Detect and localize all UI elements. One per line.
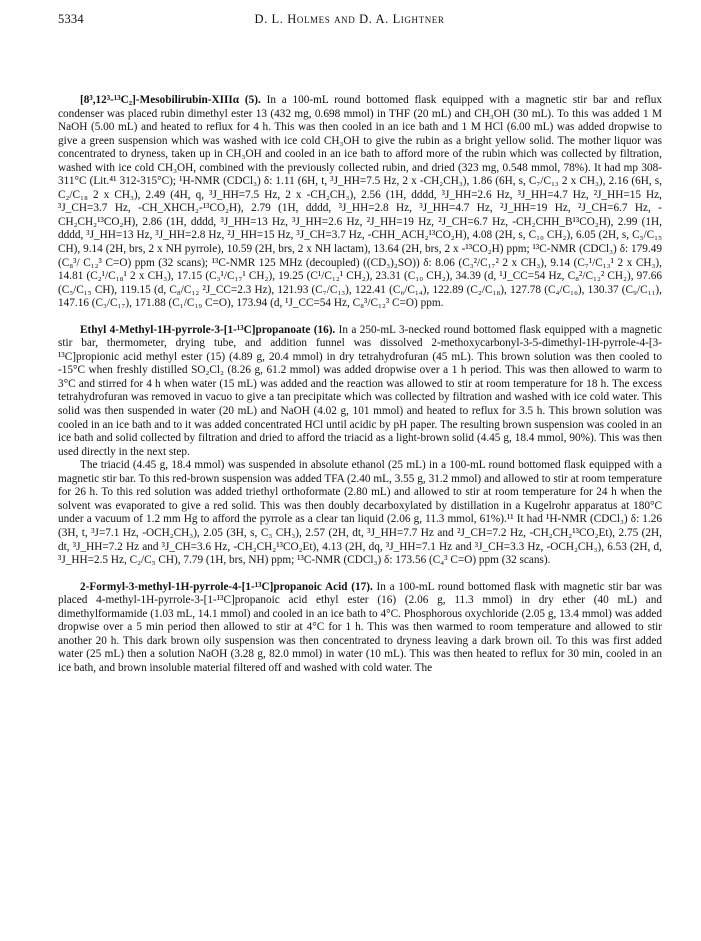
paragraph-text: In a 250-mL 3-necked round bottomed flask equipped with a magnetic stir bar, thermometer, drying tube, and addition funnel was dissolved 2-methoxycarbonyl-3-5-dimethyl-1H-pyrrole-4-[3-¹³C]propionic acid methyl ester (15) (4.89 g, 20.4 mmol) in dry tetrahydrofuran (45 mL). This brown solution was then cooled to -15°C when freshly distilled SO₂Cl₂ (8.26 g, 61.2 mmol) was added dropwise over a 1 h period. This was then allowed to warm to 3°C and stirred for 4 h when water (15 mL) was added and the reaction was allowed to stir at room temperature for 18 h. The excess tetrahydrofuran was removed in vacuo to give a tan precipitate which was collected by filtration and washed with ice cold water. This solid was then suspended in water (20 mL) and NaOH (4.02 g, 101 mmol) and heated to reflux for 3.5 h. This brown solution was cooled in an ice bath and to it was added concentrated HCl until acidic by pH paper. The resulting brown suspension was cooled in an ice bath and solid collected by filtration and dried to afford the triacid as a light-brown solid (4.45 g, 18.4 mmol, 90%). This was then used directly in the next step. — [58, 323, 662, 458]
paragraph-mesobilirubin — [58, 94, 662, 311]
compound-heading: 2-Formyl-3-methyl-1H-pyrrole-4-[1-¹³C]propanoic Acid (17). — [80, 580, 373, 593]
running-head — [58, 12, 641, 30]
paragraph-text: In a 100-mL round bottomed flask equipped with a magnetic stir bar and reflux condenser was placed rubin dimethyl ester 13 (432 mg, 0.698 mmol) in THF (20 mL) and CH₃OH (30 mL). To this was added 1 M NaOH (5.00 mL) and heated to reflux for 4 h. This was then cooled in an ice bath and 1 M HCl (6.00 mL) was added dropwise to give a green suspension which was washed with ice cold CH₃OH to give the rubin as a bright yellow solid. The mother liquor was concentrated to dryness, taken up in CH₃OH and cooled in an ice bath to afford more of the rubin which was collected by filtration, washed with ice cold CH₃OH, combined with the previously collected rubin, and dried (323 mg, 0.548 mmol, 78%). It had mp 308-311°C (Lit.⁴¹ 312-315°C); ¹H-NMR (CDCl₃) δ: 1.11 (6H, t, ³J_HH=7.5 Hz, 2 x -CH₂CH₃), 1.86 (6H, s, C₇/C₁₃ 2 x CH₃), 2.16 (6H, s, C₂/C₁₈ 2 x CH₃), 2.49 (4H, q, ³J_HH=7.5 Hz, 2 x -CH₂CH₃), 2.56 (1H, dddd, ³J_HH=2.6 Hz, ³J_HH=4.7 Hz, ²J_HH=15 Hz, ³J_CH=3.7 Hz, -CH_XHCH₂-¹³CO₂H), 2.79 (1H, dddd, ³J_HH=2.8 Hz, ³J_HH=4.7 Hz, ²J_HH=19 Hz, ²J_CH=6.7 Hz, -CH₂CH₂¹³CO₂H), 2.86 (1H, dddd, ³J_HH=13 Hz, ³J_HH=2.6 Hz, ²J_HH=19 Hz, ²J_CH=6.7 Hz, -CH₂CHH_B¹³CO₂H), 2.99 (1H, dddd, ³J_HH=13 Hz, ³J_HH=2.8 Hz, ²J_HH=15 Hz, ³J_CH=3.7 Hz, -CHH_ACH₂¹³CO₂H), 4.08 (2H, s, C₁₀ CH₂), 6.05 (2H, s, C₅/C₁₅ CH), 9.14 (2H, brs, 2 x NH pyrrole), 10.59 (2H, brs, 2 x NH lactam), 13.64 (2H, brs, 2 x -¹³CO₂H) ppm; ¹³C-NMR (CDCl₃) δ: 179.49 (C₈³/ C₁₂³ C=O) ppm (32 scans); ¹³C-NMR 125 MHz (decoupled) ((CD₃)₂SO)) δ: 8.06 (C₃²/C₁₇² 2 x CH₃), 9.14 (C₇¹/C₁₃¹ 2 x CH₃), 14.81 (C₂¹/C₁₈¹ 2 x CH₃), 17.15 (C₃¹/C₁₇¹ CH₂), 19.25 (C¹/C₁₂¹ CH₂), 23.31 (C₁₀ CH₂), 34.39 (d, ¹J_CC=54 Hz, C₈²/C₁₂² CH₂), 97.66 (C₅/C₁₅ CH), 119.15 (d, C₈/C₁₂ ²J_CC=2.3 Hz), 121.93 (C₇/C₁₃), 122.41 (C₆/C₁₄), 122.89 (C₂/C₁₈), 127.78 (C₄/C₁₆), 130.37 (C₉/C₁₁), 147.16 (C₃/C₁₇), 171.88 (C₁/C₁₉ C=O), 173.94 (d, ¹J_CC=54 Hz, C₈³/C₁₂³ C=O) ppm. — [58, 94, 663, 310]
paragraph-triacid — [58, 459, 662, 567]
page-number: 5334 — [58, 12, 84, 26]
article-body — [58, 94, 662, 675]
running-head-authors: D. L. Holmes and D. A. Lightner — [254, 12, 445, 26]
paragraph-ethyl-pyrrole-propanoate — [58, 324, 662, 459]
paragraph-text: The triacid (4.45 g, 18.4 mmol) was suspended in absolute ethanol (25 mL) in a 100-mL round bottomed flask equipped with a magnetic stir bar. To this red-brown suspension was added TFA (2.40 mL, 3.55 g, 31.2 mmol) and allowed to stir at room temperature for 26 h. To this red solution was added triethyl orthoformate (2.80 mL) and allowed to stir at room temperature for 24 h when the solvent was evaporated to give a red solid. This was then doubly decarboxylated by distillation in a Kugelrohr apparatus at 180°C under a vacuum of 1.2 mm Hg to afford the pyrrole as a clear tan liquid (2.06 g, 11.3 mmol, 61%).¹¹ It had ¹H-NMR (CDCl₃) δ: 1.26 (3H, t, ³J=7.1 Hz, -OCH₂CH₃), 2.05 (3H, s, C₃ CH₃), 2.57 (2H, dt, ³J_HH=7.7 Hz and ²J_CH=7.2 Hz, -CH₂CH₂¹³CO₂Et), 2.75 (2H, dt, ³J_HH=7.2 Hz and ³J_CH=3.6 Hz, -CH₂CH₂¹³CO₂Et), 4.13 (2H, dq, ³J_HH=7.1 Hz and ³J_CH=3.3 Hz, -OCH₂CH₃), 6.53 (2H, d, ³J_HH=2.5 Hz, C₂/C₅ CH), 7.79 (1H, brs, NH) ppm; ¹³C-NMR (CDCl₃) δ: 173.56 (C₄³ C=O) ppm (32 scans). — [58, 459, 662, 567]
paragraph-text: In a 100-mL round bottomed flask with magnetic stir bar was placed 4-methyl-1H-pyrrole-3-[1-¹³C]propanoic acid ethyl ester (16) (2.06 g, 11.3 mmol) in dry ether (40 mL) and dimethylformamide (1.03 mL, 14.1 mmol) and cooled in an ice bath to 4°C. Phosphorous oxychloride (2.05 g, 13.4 mmol) was added dropwise over a 5 min period then allowed to stir at 4°C for 1 h. This was then warmed to room temperature and allowed to stir another 20 h. This dark brown oily suspension was then concentrated to dryness leaving a dark brown oil. To this was first added water (25 mL) then a solution NaOH (3.28 g, 82.0 mmol) in water (10 mL). This was then heated to reflux for 30 min, cooled in an ice bath, and brown insoluble material filtered off and washed with cold water. The — [58, 580, 662, 674]
compound-heading: Ethyl 4-Methyl-1H-pyrrole-3-[1-¹³C]propanoate (16). — [80, 323, 336, 336]
compound-heading: [8³,12³-¹³C₂]-Mesobilirubin-XIIIα (5). — [80, 94, 261, 106]
paragraph-formyl-pyrrole-acid — [58, 581, 662, 676]
